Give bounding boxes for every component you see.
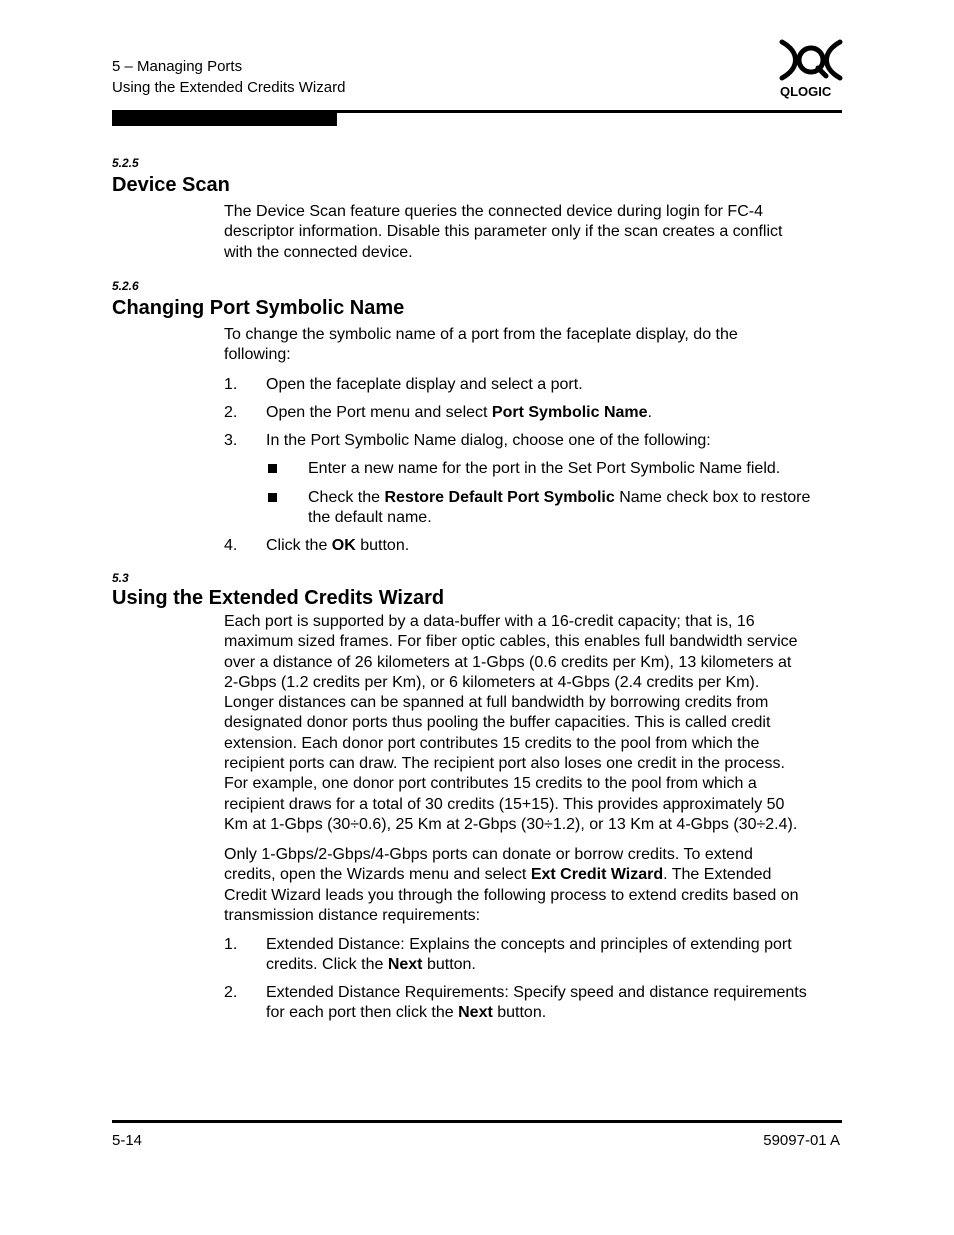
text-line: recipient ports can draw. The recipient port also loses one credit in the process. bbox=[224, 755, 785, 773]
list-text: Extended Distance Requirements: Specify speed and distance requirements for each port then click the Next button. bbox=[266, 984, 807, 1022]
list-text: Open the Port menu and select Port Symbolic Name. bbox=[266, 404, 652, 421]
running-header-chapter: 5 – Managing Ports bbox=[112, 58, 243, 75]
document-number: 59097-01 A bbox=[763, 1132, 840, 1149]
text-line: Each port is supported by a data-buffer with a 16-credit capacity; that is, 16 bbox=[224, 613, 755, 630]
text-line: designated donor ports thus pooling the buffer capacities. This is called credit bbox=[224, 714, 771, 732]
list-number: 1. bbox=[224, 376, 238, 393]
footer-rule bbox=[112, 1120, 842, 1123]
device-scan-paragraph bbox=[224, 202, 844, 263]
page-number: 5-14 bbox=[112, 1132, 143, 1149]
text-line: Longer distances can be spanned at full bandwidth by borrowing credits from bbox=[224, 694, 769, 712]
section-number-5-2-6: 5.2.6 bbox=[112, 279, 139, 293]
list-text: In the Port Symbolic Name dialog, choose one of the following: bbox=[266, 432, 711, 449]
section-title-extended-credits-wizard: Using the Extended Credits Wizard bbox=[112, 587, 445, 609]
list-number: 2. bbox=[224, 984, 238, 1001]
text-line: extension. Each donor port contributes 15 credits to the pool from which the bbox=[224, 734, 760, 752]
running-header-section: Using the Extended Credits Wizard bbox=[112, 79, 346, 96]
credit-wizard-paragraph bbox=[224, 845, 844, 926]
text-line: Only 1-Gbps/2-Gbps/4-Gbps ports can donate or borrow credits. To extend bbox=[224, 846, 753, 863]
text-line: 2-Gbps (1.2 credits per Km), or 6 kilometers at 4-Gbps (2.4 credits per Km). bbox=[224, 673, 760, 691]
section-title-device-scan: Device Scan bbox=[112, 174, 230, 196]
list-text: Open the faceplate display and select a port. bbox=[266, 376, 583, 393]
text-line: To change the symbolic name of a port from the faceplate display, do the bbox=[224, 326, 738, 343]
list-text: Extended Distance: Explains the concepts and principles of extending port credits. Click the Next button. bbox=[266, 936, 792, 974]
qlogic-logo bbox=[778, 38, 844, 100]
square-bullet-icon bbox=[268, 493, 277, 502]
bullet-text: Enter a new name for the port in the Set Port Symbolic Name field. bbox=[308, 460, 781, 477]
text-line: Km at 1-Gbps (30÷0.6), 25 Km at 2-Gbps (30÷1.2), or 13 Km at 4-Gbps (30÷2.4). bbox=[224, 815, 798, 833]
list-number: 4. bbox=[224, 537, 238, 554]
text-line: with the connected device. bbox=[224, 243, 413, 261]
symbolic-name-intro bbox=[224, 325, 844, 366]
list-text: Click the OK button. bbox=[266, 537, 410, 554]
list-number: 1. bbox=[224, 936, 238, 953]
text-line: descriptor information. Disable this parameter only if the scan creates a conflict bbox=[224, 223, 783, 241]
text-line: credits, open the Wizards menu and select Ext Credit Wizard. The Extended bbox=[224, 866, 772, 884]
text-line: over a distance of 26 kilometers at 1-Gbps (0.6 credits per Km), 13 kilometers at bbox=[224, 653, 792, 671]
extended-credits-paragraph bbox=[224, 612, 844, 835]
text-line: maximum sized frames. For fiber optic cables, this enables full bandwidth service bbox=[224, 633, 798, 651]
list-number: 2. bbox=[224, 404, 238, 421]
text-line: The Device Scan feature queries the connected device during login for FC-4 bbox=[224, 203, 763, 220]
header-tab-bar bbox=[112, 111, 337, 126]
text-line: following: bbox=[224, 346, 291, 364]
list-number: 3. bbox=[224, 432, 238, 449]
square-bullet-icon bbox=[268, 464, 277, 473]
logo-text: QLOGIC bbox=[780, 84, 832, 99]
section-number-5-3: 5.3 bbox=[112, 571, 129, 585]
text-line: transmission distance requirements: bbox=[224, 906, 481, 924]
section-title-changing-port-symbolic-name: Changing Port Symbolic Name bbox=[112, 297, 405, 319]
text-line: Credit Wizard leads you through the following process to extend credits based on bbox=[224, 886, 799, 904]
text-line: For example, one donor port contributes 15 credits to the pool from which a bbox=[224, 775, 757, 793]
section-number-5-2-5: 5.2.5 bbox=[112, 156, 139, 170]
text-line: recipient draws for a total of 30 credits (15+15). This provides approximately 50 bbox=[224, 795, 785, 813]
bullet-text: Check the Restore Default Port Symbolic Name check box to restore the default name. bbox=[308, 489, 811, 527]
